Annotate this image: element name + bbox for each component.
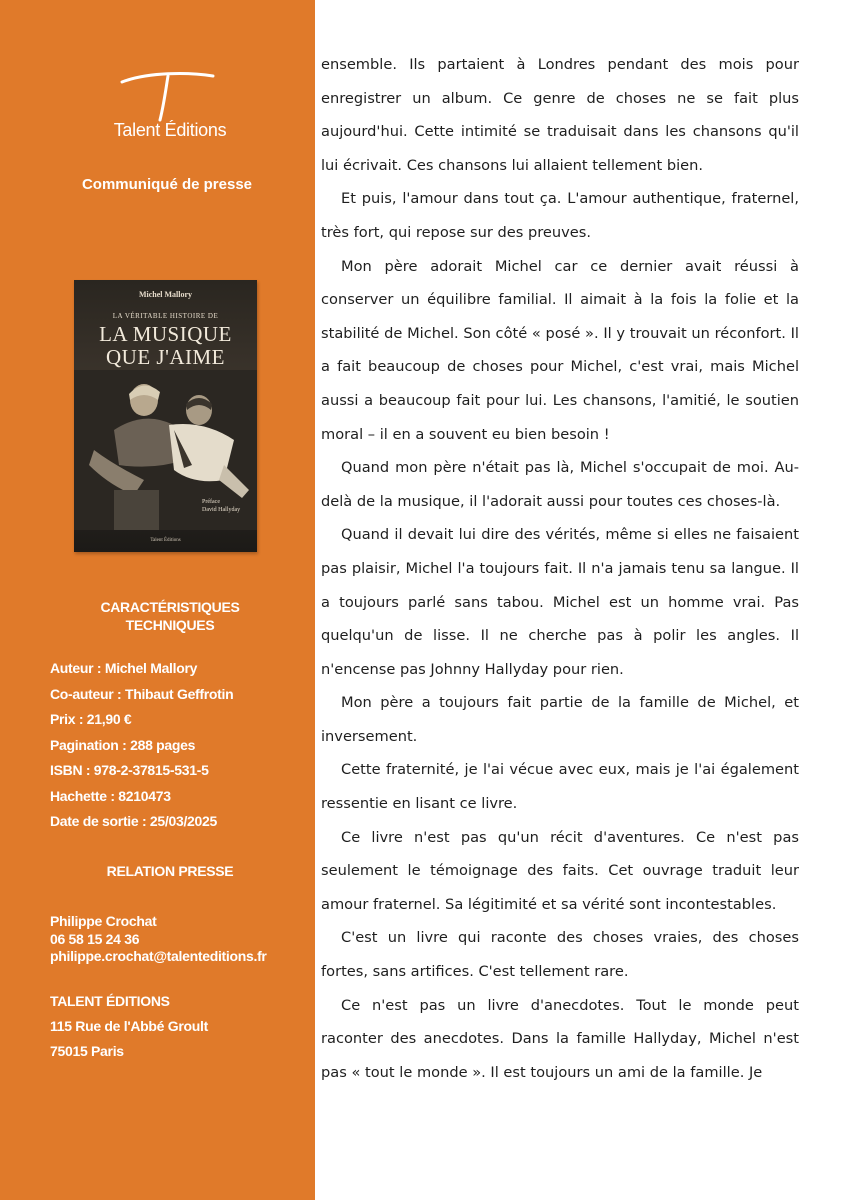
book-cover-title-line1: LA MUSIQUE: [99, 322, 232, 346]
talent-editions-logo: [100, 70, 240, 145]
book-cover-publisher: Talent Éditions: [150, 538, 181, 543]
paragraph: Et puis, l'amour dans tout ça. L'amour authentique, fraternel, très fort, qui repose sur des preuves.: [321, 190, 799, 241]
paragraph: Quand mon père n'était pas là, Michel s'occupait de moi. Au-delà de la musique, il l'adorait aussi pour toutes ces choses-là.: [321, 459, 799, 510]
contact-name: Philippe Crochat: [50, 913, 157, 929]
spec-author: Auteur : Michel Mallory: [50, 660, 198, 676]
book-cover-author: Michel Mallory: [138, 290, 193, 299]
paragraph: Cette fraternité, je l'ai vécue avec eux, mais je l'ai également ressentie en lisant ce livre.: [321, 761, 799, 813]
press-relation-heading: RELATION PRESSE: [106, 863, 234, 879]
book-cover: [74, 280, 257, 552]
book-cover-preface: [202, 498, 252, 514]
company-address: [50, 990, 310, 1065]
tech-specs-heading: [40, 598, 300, 634]
company-city: 75015 Paris: [50, 1043, 124, 1059]
book-cover-subtitle: LA VÉRITABLE HISTOIRE DE: [112, 312, 219, 320]
article-body: [321, 48, 799, 1089]
spec-release-date: Date de sortie : 25/03/2025: [50, 813, 217, 829]
tech-specs-list: [50, 658, 310, 837]
book-cover-preface-name: David Hallyday: [202, 507, 241, 513]
press-release-title: Communiqué de presse: [81, 176, 253, 193]
logo-text: Talent Éditions: [113, 120, 227, 140]
contact-phone: 06 58 15 24 36: [50, 930, 140, 947]
paragraph: Mon père a toujours fait partie de la famille de Michel, et inversement.: [321, 694, 799, 745]
spec-isbn: ISBN : 978-2-37815-531-5: [50, 762, 209, 778]
paragraph: Ce n'est pas un livre d'anecdotes. Tout le monde peut raconter des anecdotes. Dans la famille Hallyday, Michel n'est pas « tout le monde ». Il est toujours un ami de la famille. Je: [321, 996, 799, 1081]
paragraph: Quand il devait lui dire des vérités, même si elles ne faisaient pas plaisir, Michel l'a toujours fait. Il n'a jamais tenu sa langue. Il a toujours parlé sans tabou. Michel est un homme vrai. Pas quelqu'un de lisse. Il ne cherche pas à polir les angles. Il n'encense pas Johnny Hallyday pour rien.: [321, 526, 799, 678]
contact-email: philippe.crochat@talenteditions.fr: [50, 948, 267, 964]
press-contact: [50, 913, 310, 966]
spec-coauthor: Co-auteur : Thibaut Geffrotin: [50, 685, 234, 702]
spec-hachette: Hachette : 8210473: [50, 787, 171, 804]
company-street: 115 Rue de l'Abbé Groult: [50, 1018, 208, 1034]
company-name: TALENT ÉDITIONS: [50, 993, 170, 1009]
tech-specs-heading-line1: CARACTÉRISTIQUES: [100, 599, 240, 615]
paragraph: C'est un livre qui raconte des choses vraies, des choses fortes, sans artifices. C'est tellement rare.: [321, 929, 799, 981]
spec-pagination: Pagination : 288 pages: [50, 736, 196, 753]
sidebar: [0, 0, 315, 1200]
paragraph: Mon père adorait Michel car ce dernier avait réussi à conserver un équilibre familial. Il aimait à la fois la folie et la stabilité de Michel. Son côté « posé ». Il y trouvait un réconfort. Il a fait beaucoup de choses pour Michel, c'est vrai, mais Michel aussi a beaucoup fait pour lui. Les chansons, l'amitié, le soutien moral – il en a souvent eu bien besoin !: [321, 257, 799, 443]
paragraph: ensemble. Ils partaient à Londres pendant des mois pour enregistrer un album. Ce genre de choses ne se fait plus aujourd'hui. Cette intimité se traduisait dans les chansons qu'il lui écrivait. Ces chansons lui allaient tellement bien.: [321, 56, 799, 174]
spec-price: Prix : 21,90 €: [50, 711, 132, 727]
book-cover-title-line2: QUE J'AIME: [105, 345, 226, 369]
book-cover-preface-label: Préface: [202, 499, 220, 505]
paragraph: Ce livre n'est pas qu'un récit d'aventures. Ce n'est pas seulement le témoignage des faits. Cet ouvrage traduit leur amour fraternel. Sa légitimité et sa vérité sont incontestables.: [321, 828, 799, 913]
tech-specs-heading-line2: TECHNIQUES: [125, 617, 215, 633]
logo-t-icon: [118, 70, 218, 122]
